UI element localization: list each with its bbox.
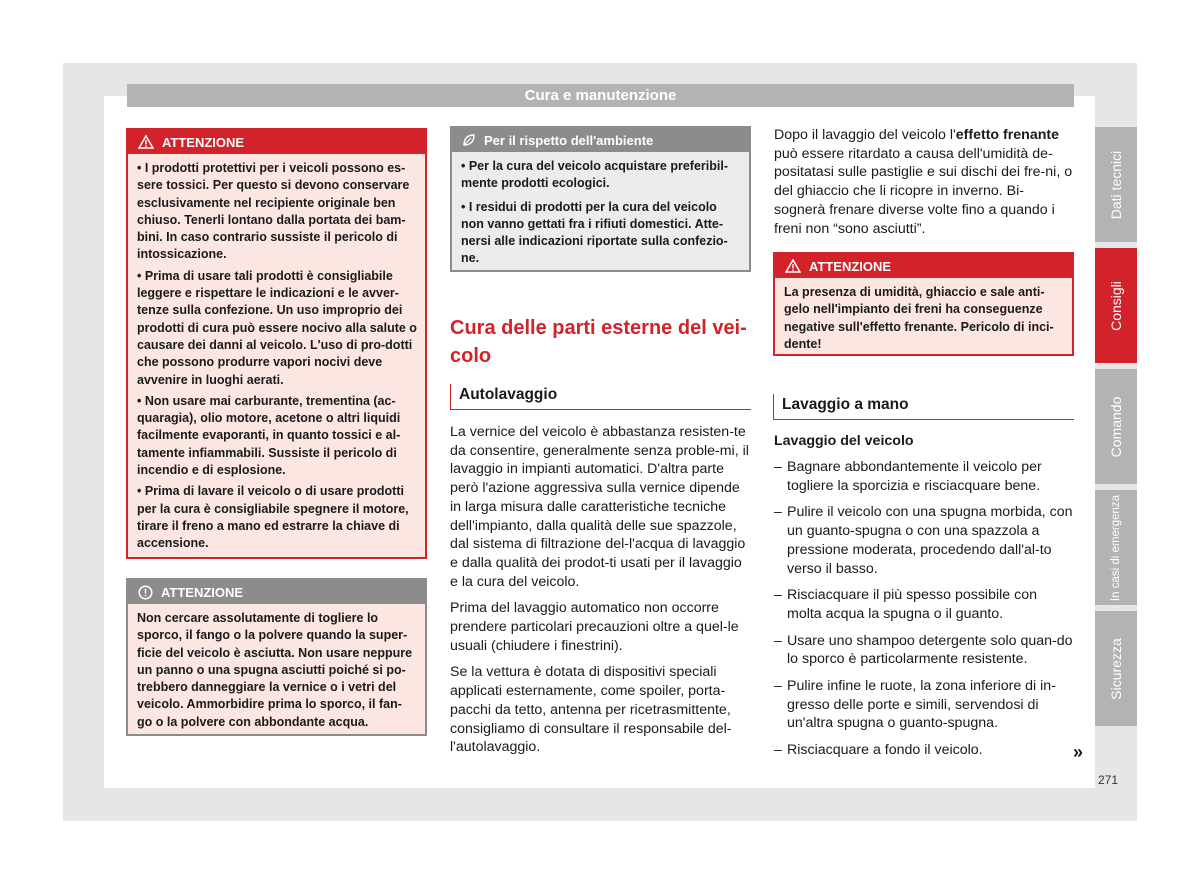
page-number: 271 xyxy=(1098,773,1119,787)
environment-item: • Per la cura del veicolo acquistare preferibil-mente prodotti ecologici. xyxy=(461,159,728,191)
tab-dati-tecnici[interactable]: Dati tecnici xyxy=(1095,127,1137,242)
tab-comando[interactable]: Comando xyxy=(1095,369,1137,484)
warning-title: ATTENZIONE xyxy=(161,584,244,600)
list-item: – Risciacquare il più spesso possibile con molta acqua la spugna o il guanto. xyxy=(774,587,1037,622)
subsection-title-autolavaggio: Autolavaggio xyxy=(450,384,751,410)
warning-title: ATTENZIONE xyxy=(809,258,892,274)
braking-intro: Dopo il lavaggio del veicolo l'effetto frenante può essere ritardato a causa dell'umidità de-positatasi sulle pastiglie e sui dischi dei fre-ni, o del ghiaccio che li ricopre in inverno. Bi-sognerà frenare diverse volte fino a quando i freni non “sono asciutti”. xyxy=(774,127,1073,237)
environment-item: • I residui di prodotti per la cura del veicolo non vanno gettati fra i rifiuti domestici. Atte-nersi alle indicazioni riportate sulla confezio-ne. xyxy=(461,199,728,266)
list-item: – Risciacquare a fondo il veicolo. xyxy=(774,742,983,759)
paragraph: Se la vettura è dotata di dispositivi speciali applicati esternamente, come spoiler, porta-pacchi da tetto, antenna per ricetrasmittente, consigliamo di consultare il responsabile del-l'autolavaggio. xyxy=(450,664,732,756)
tab-consigli[interactable]: Consigli xyxy=(1095,248,1137,363)
leaf-icon xyxy=(462,133,476,147)
list-item: – Pulire il veicolo con una spugna morbida, con un guanto-spugna o con una spazzola a pressione moderata, procedendo dall'al-to verso il basso. xyxy=(774,504,1073,577)
environment-header xyxy=(452,128,749,152)
warning-item: • Prima di lavare il veicolo o di usare prodotti per la cura è consigliabile spegnere il motore, tirare il freno a mano ed estrarre la chiave di accensione. xyxy=(137,484,409,551)
warning-body: Non cercare assolutamente di togliere lo sporco, il fango o la polvere quando la super-ficie del veicolo è asciutta. Non usare neppure un panno o una spugna asciutti poiché si po-trebbero danneggiare la vernice o i vetri del veicolo. Ammorbidire prima lo sporco, il fan-go o la polvere con abbondante acqua. xyxy=(137,611,413,729)
circle-exclamation-icon xyxy=(138,585,153,600)
warning-item: • Prima di usare tali prodotti è consigliabile leggere e rispettare le indicazioni e le avver-tenze sulla confezione. Un uso improprio dei prodotti di cura può essere nocivo alla salute o causare dei danni al veicolo. L'uso di pro-dotti che possono produrre vapori nocivi deve avvenire in luoghi aerati. xyxy=(137,268,417,387)
warning-box-products xyxy=(126,128,427,559)
environment-body xyxy=(452,152,749,280)
warning-triangle-icon xyxy=(785,259,801,273)
warning-title: ATTENZIONE xyxy=(162,134,245,150)
warning-header xyxy=(128,130,425,154)
environment-box xyxy=(450,126,751,272)
warning-body: La presenza di umidità, ghiaccio e sale anti-gelo nell'impianto dei freni ha conseguenze negative sull'effetto frenante. Pericolo di inci-dente! xyxy=(784,285,1054,351)
tab-sicurezza[interactable]: Sicurezza xyxy=(1095,611,1137,726)
list-item: – Usare uno shampoo detergente solo quan-do lo sporco è particolarmente resistente. xyxy=(774,632,1073,668)
warning-body xyxy=(128,154,425,563)
paragraph: Prima del lavaggio automatico non occorre prendere particolari precauzioni oltre a quel-le usuali (chiudere i finestrini). xyxy=(450,600,739,654)
section-title: Cura delle parti esterne del vei- colo xyxy=(450,317,747,367)
list-item: – Bagnare abbondantemente il veicolo per togliere la sporcizia e risciacquare bene. xyxy=(774,459,1042,494)
warning-triangle-icon xyxy=(138,135,154,149)
subsection-title-lavaggio-a-mano: Lavaggio a mano xyxy=(773,394,1074,420)
section-body xyxy=(450,423,752,765)
warning-header xyxy=(128,580,425,604)
warning-box-dirt xyxy=(126,578,427,736)
washing-steps xyxy=(774,458,1074,768)
tab-in-casi-di-emergenza[interactable]: In casi di emergenza xyxy=(1095,490,1137,605)
warning-box-brakes xyxy=(773,252,1074,356)
warning-item: • Non usare mai carburante, trementina (ac-quaragia), olio motore, acetone o altri liquidi facilmente evaporanti, in quanto tossici e al-tamente infiammabili. Sussiste il pericolo di incendio e di esplosione. xyxy=(137,393,401,478)
warning-header xyxy=(775,254,1072,278)
warning-item: • I prodotti protettivi per i veicoli possono es-sere tossici. Per questo si devono conservare esclusivamente nel recipiente originale ben chiuso. Tenerli lontano dalla portata dei bam-bini. In caso contrario sussiste il pericolo di intossicazione. xyxy=(137,161,410,262)
subheading-lavaggio-del-veicolo: Lavaggio del veicolo xyxy=(774,433,914,449)
list-item: – Pulire infine le ruote, la zona inferiore di in-gresso delle porte e simili, servendosi di un'altra spugna o guanto-spugna. xyxy=(774,678,1056,732)
environment-title: Per il rispetto dell'ambiente xyxy=(484,132,654,148)
page-header: Cura e manutenzione xyxy=(127,84,1074,107)
continue-mark: » xyxy=(1073,742,1084,762)
paragraph: La vernice del veicolo è abbastanza resisten-te da consentire, generalmente senza proble-mi, il lavaggio in impianti automatici. D'altra parte però l'azione aggressiva sulla vernice dipende in larga misura dalle caratteristiche tecniche dell'impianto, dalla qualità delle sue spazzole, dal sistema di filtrazione del-l'acqua di lavaggio e dalla qualità dei prodot-ti usati per il lavaggio e la cura del veicolo. xyxy=(450,424,749,590)
